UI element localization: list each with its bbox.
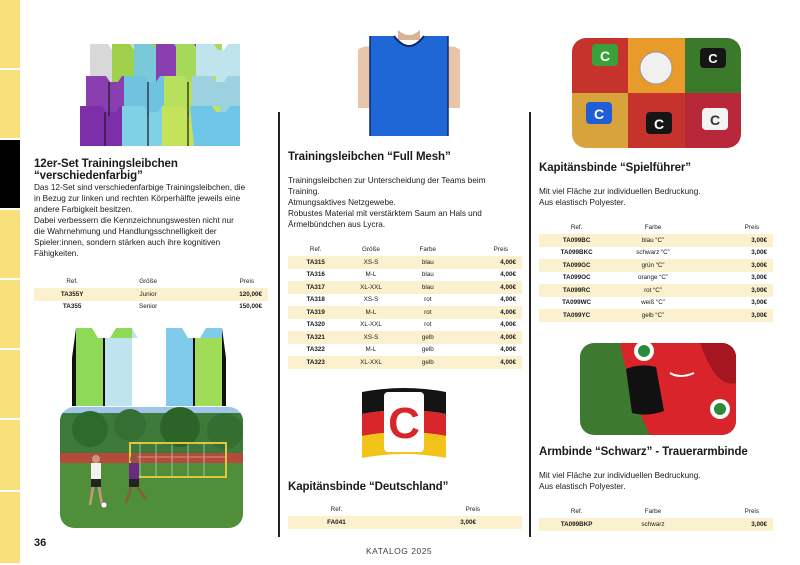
column-header: Farbe: [419, 246, 436, 253]
color-cell: gelb: [399, 356, 457, 369]
full-mesh-table-wrap: [288, 244, 522, 369]
section-heading-captain-armband: Kapitänsbinde “Spielführer”: [539, 162, 691, 174]
price-cell: 4,00€: [500, 346, 516, 354]
column-header: Ref.: [66, 278, 78, 285]
column-header: Preis: [493, 246, 508, 253]
description-line: Trainingsleibchen zur Unterscheidung der Teams beim: [288, 176, 486, 185]
captain-armband-table-wrap: [539, 222, 773, 322]
price-cell: 4,00€: [457, 306, 522, 319]
price-cell: 3,00€: [692, 284, 773, 297]
catalog-footer: KATALOG 2025: [366, 546, 433, 556]
page-number: 36: [34, 537, 47, 549]
ref-cell: TA099GC: [539, 259, 614, 272]
color-cell: rot: [424, 321, 432, 329]
captain-armband-grid-image: [572, 38, 741, 148]
color-cell: gelb: [399, 331, 457, 344]
ref-cell: TA099YC: [539, 309, 614, 322]
color-cell: gelb “C”: [614, 309, 691, 322]
ref-cell: TA099WC: [562, 299, 592, 307]
description-line: Mit viel Fläche zur individuellen Bedruckung.: [539, 187, 701, 196]
bib-set-description: [34, 182, 274, 259]
table-row: [539, 234, 773, 247]
color-cell: blau “C”: [614, 234, 691, 247]
description-line: Robustes Material mit verstärktem Saum an Hals und: [288, 209, 482, 218]
armband-green-C: [592, 44, 618, 66]
table-row: [288, 516, 522, 529]
column-header: Preis: [239, 278, 254, 285]
description-line: Das 12-Set sind verschiedenfarbige Trainingsleibchen, die: [34, 183, 246, 192]
table-row: [34, 288, 268, 301]
price-cell: 3,00€: [692, 259, 773, 272]
size-cell: M-L: [365, 271, 377, 279]
description-line: Ärmelbündchen aus Lycra.: [288, 220, 386, 229]
description-line: Training.: [288, 187, 320, 196]
ref-cell: TA322: [306, 346, 325, 354]
table-header-row: [288, 244, 522, 256]
description-line: Aus elastisch Polyester.: [539, 482, 626, 491]
column-header: Größe: [139, 278, 158, 285]
description-line: Spieler:innen, sondern stärken auch ihre kognitiven: [34, 238, 221, 247]
ref-cell: TA320: [306, 321, 325, 329]
bib-set-price-table: [34, 276, 268, 313]
description-line: in Bezug zur linken und rechten Körperhälfte jeweils eine: [34, 194, 241, 203]
column-header: Preis: [744, 224, 759, 231]
column-header: Größe: [362, 246, 380, 253]
chapter-tab[interactable]: [0, 0, 20, 70]
ref-cell: TA317: [288, 281, 343, 294]
germany-armband-table-wrap: [288, 504, 522, 529]
captain-armband-price-table: [539, 222, 773, 322]
armband-white-C: [702, 108, 728, 130]
price-cell: 150,00€: [239, 303, 262, 311]
description-line: Dabei verbessern die Kennzeichnungswesten nicht nur: [34, 216, 234, 225]
size-cell: Senior: [139, 303, 158, 311]
color-cell: rot: [399, 306, 457, 319]
price-cell: 4,00€: [500, 271, 516, 279]
table-row: [288, 356, 522, 369]
color-cell: orange “C”: [637, 274, 669, 282]
color-cell: schwarz “C”: [636, 249, 670, 257]
table-header-row: [288, 504, 522, 516]
table-row: [539, 259, 773, 272]
column-header: Farbe: [644, 224, 662, 231]
training-field-image: [60, 407, 243, 528]
size-cell: XS-S: [343, 331, 398, 344]
table-row: [288, 256, 522, 269]
column-divider: [278, 112, 280, 537]
column-header: Preis: [744, 508, 759, 515]
chapter-tab[interactable]: [0, 280, 20, 350]
germany-armband-price-table: [288, 504, 522, 529]
price-cell: 3,00€: [751, 274, 767, 282]
table-row: [288, 269, 522, 282]
table-row: [539, 272, 773, 285]
armband-black-C2: [646, 112, 672, 134]
chapter-tabs: [0, 0, 20, 565]
price-cell: 3,00€: [692, 234, 773, 247]
color-cell: blau: [399, 281, 457, 294]
description-line: andere Farbigkeit besitzen.: [34, 205, 133, 214]
captain-armband-rows: [539, 234, 773, 322]
armband-letter: C: [388, 399, 420, 448]
table-row: [34, 301, 268, 314]
ref-cell: TA099OC: [562, 274, 591, 282]
price-cell: 4,00€: [500, 321, 516, 329]
bib-set-price-table-wrap: [34, 276, 268, 313]
color-cell: blau: [421, 271, 434, 279]
ref-cell: FA041: [288, 516, 385, 529]
table-header-row: [539, 506, 773, 518]
ref-cell: TA318: [306, 296, 325, 304]
price-cell: 4,00€: [500, 296, 516, 304]
color-cell: schwarz: [614, 518, 691, 531]
table-header-row: [539, 222, 773, 234]
table-row: [288, 306, 522, 319]
color-cell: rot: [424, 296, 432, 304]
svg-text:C: C: [653, 116, 665, 132]
column-header: Preis: [465, 506, 480, 513]
section-heading-full-mesh: Trainingsleibchen “Full Mesh”: [288, 151, 451, 163]
size-cell: M-L: [343, 306, 398, 319]
chapter-tab[interactable]: [0, 70, 20, 140]
column-header: Ref.: [570, 508, 583, 515]
chapter-tab[interactable]: [0, 210, 20, 280]
price-cell: 3,00€: [751, 299, 767, 307]
chapter-tab[interactable]: [0, 350, 20, 420]
ref-cell: TA321: [288, 331, 343, 344]
price-cell: 4,00€: [457, 331, 522, 344]
section-heading-black-armband: Armbinde “Schwarz” - Trauerarmbinde: [539, 446, 748, 458]
germany-armband-image: [358, 386, 450, 462]
price-cell: 4,00€: [457, 356, 522, 369]
table-row: [539, 284, 773, 297]
size-cell: XS-S: [343, 256, 398, 269]
chapter-tab[interactable]: [0, 420, 20, 492]
column-header: Ref.: [309, 246, 322, 253]
price-cell: 3,00€: [385, 516, 522, 529]
table-row: [288, 281, 522, 294]
bib-blue-green: [166, 328, 226, 406]
chapter-tab-active[interactable]: [0, 140, 20, 210]
color-cell: gelb: [421, 346, 434, 354]
color-cell: blau: [399, 256, 457, 269]
column-header: Farbe: [644, 508, 662, 515]
full-mesh-price-table: [288, 244, 522, 369]
svg-text:C: C: [599, 48, 611, 64]
bib-row-front: [80, 106, 240, 146]
black-armband-table-wrap: [539, 506, 773, 531]
svg-text:C: C: [708, 51, 718, 66]
ref-cell: TA316: [306, 271, 325, 279]
price-cell: 3,00€: [692, 518, 773, 531]
price-cell: 3,00€: [751, 249, 767, 257]
column-header: Ref.: [570, 224, 583, 231]
black-armband-image: [580, 343, 736, 435]
color-cell: grün “C”: [614, 259, 691, 272]
size-cell: XL-XXL: [360, 321, 382, 329]
table-row: [288, 294, 522, 307]
size-cell: XL-XXL: [343, 281, 398, 294]
chapter-tab[interactable]: [0, 492, 20, 565]
table-row: [288, 331, 522, 344]
bib-green-blue: [72, 328, 138, 406]
full-mesh-rows: [288, 256, 522, 369]
table-row: [288, 319, 522, 332]
ref-cell: TA355: [62, 303, 82, 311]
table-row: [539, 247, 773, 260]
mesh-bib-image: [358, 30, 460, 136]
bib-closeup-image: [66, 322, 236, 406]
ref-cell: TA099BKP: [539, 518, 614, 531]
size-cell: Junior: [110, 288, 186, 301]
ref-cell: TA323: [288, 356, 343, 369]
color-cell: weiß “C”: [641, 299, 665, 307]
size-cell: M-L: [365, 346, 377, 354]
section-heading-germany-armband: Kapitänsbinde “Deutschland”: [288, 481, 449, 493]
size-cell: XS-S: [363, 296, 379, 304]
description-line: die Wahrnehmung und Handlungsschnelligkeit der: [34, 227, 217, 236]
armband-black-C: [700, 48, 726, 68]
captain-armband-description: [539, 186, 779, 208]
ref-cell: TA315: [288, 256, 343, 269]
svg-text:C: C: [709, 112, 721, 128]
column-header: Ref.: [330, 506, 343, 513]
price-cell: 3,00€: [692, 309, 773, 322]
price-cell: 4,00€: [457, 256, 522, 269]
ref-cell: TA355Y: [34, 288, 110, 301]
price-cell: 4,00€: [457, 281, 522, 294]
bib-set-image: [72, 36, 240, 148]
table-row: [539, 297, 773, 310]
table-row: [539, 518, 773, 531]
column-divider: [529, 112, 531, 537]
table-row: [288, 344, 522, 357]
ref-cell: TA319: [288, 306, 343, 319]
armband-blue-C: [586, 102, 612, 124]
ref-cell: TA099BKC: [560, 249, 593, 257]
ref-cell: TA099BC: [539, 234, 614, 247]
ref-cell: TA099RC: [539, 284, 614, 297]
description-line: Atmungsaktives Netzgewebe.: [288, 198, 396, 207]
price-cell: 120,00€: [186, 288, 268, 301]
full-mesh-description: [288, 175, 523, 230]
black-armband-price-table: [539, 506, 773, 531]
size-cell: XL-XXL: [343, 356, 398, 369]
description-line: Fähigkeiten.: [34, 249, 79, 258]
svg-text:C: C: [593, 106, 605, 122]
description-line: Aus elastisch Polyester.: [539, 198, 626, 207]
description-line: Mit viel Fläche zur individuellen Bedruckung.: [539, 471, 701, 480]
color-cell: rot “C”: [614, 284, 691, 297]
table-header-row: [34, 276, 268, 288]
black-armband-description: [539, 470, 779, 492]
section-heading-bib-set: 12er-Set Trainingsleibchen “verschiedenfarbig”: [34, 158, 178, 182]
table-row: [539, 309, 773, 322]
